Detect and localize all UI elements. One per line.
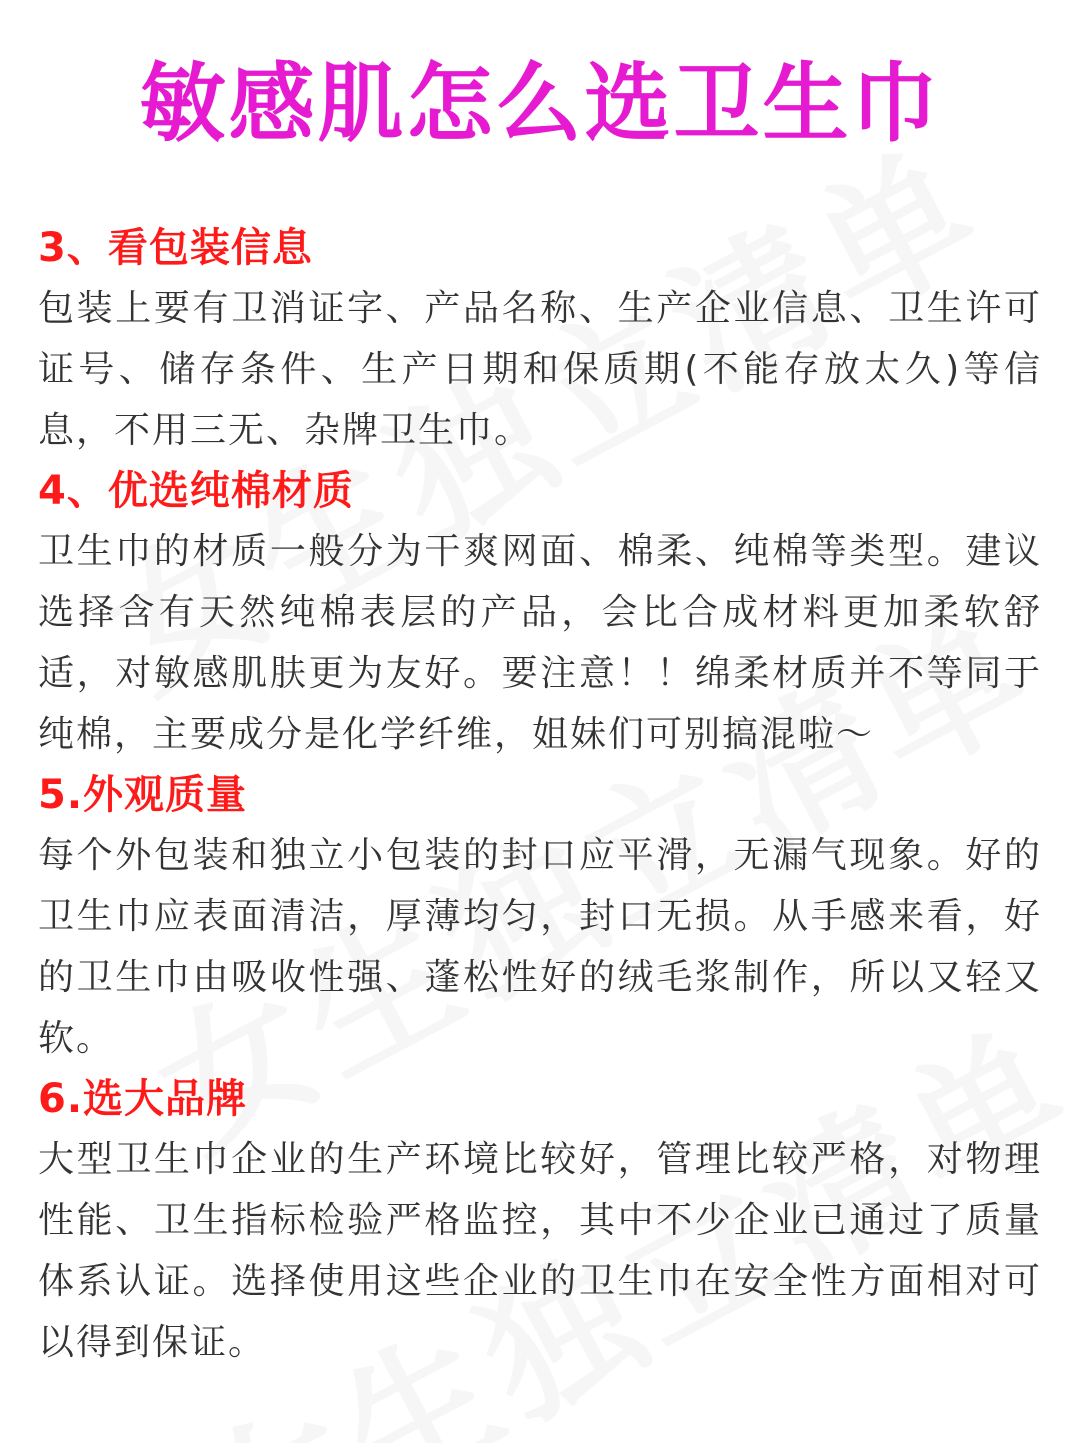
section-appearance-quality — [38, 765, 1042, 1069]
section-heading: 3、看包装信息 — [38, 225, 313, 271]
section-pure-cotton — [38, 461, 1042, 765]
section-heading: 6.选大品牌 — [38, 1076, 248, 1122]
page-title: 敏感肌怎么选卫生巾 — [139, 54, 941, 154]
section-heading: 4、优选纯棉材质 — [38, 468, 354, 514]
section-packaging-info — [38, 218, 1042, 461]
section-big-brand — [38, 1069, 1042, 1373]
section-heading: 5.外观质量 — [38, 772, 248, 818]
section-body: 每个外包装和独立小包装的封口应平滑，无漏气现象。好的卫生巾应表面清洁，厚薄均匀，封口无损。从手感来看，好的卫生巾由吸收性强、蓬松性好的绒毛浆制作，所以又轻又软。 — [38, 835, 1042, 1059]
section-body: 大型卫生巾企业的生产环境比较好，管理比较严格，对物理性能、卫生指标检验严格监控，其中不少企业已通过了质量体系认证。选择使用这些企业的卫生巾在安全性方面相对可以得到保证。 — [38, 1139, 1042, 1363]
article-content — [38, 218, 1042, 1373]
section-body: 包装上要有卫消证字、产品名称、生产企业信息、卫生许可证号、储存条件、生产日期和保质期(不能存放太久)等信息，不用三无、杂牌卫生巾。 — [38, 288, 1042, 451]
section-body: 卫生巾的材质一般分为干爽网面、棉柔、纯棉等类型。建议选择含有天然纯棉表层的产品，会比合成材料更加柔软舒适，对敏感肌肤更为友好。要注意！！绵柔材质并不等同于纯棉，主要成分是化学纤维，姐妹们可别搞混啦～ — [38, 531, 1042, 755]
